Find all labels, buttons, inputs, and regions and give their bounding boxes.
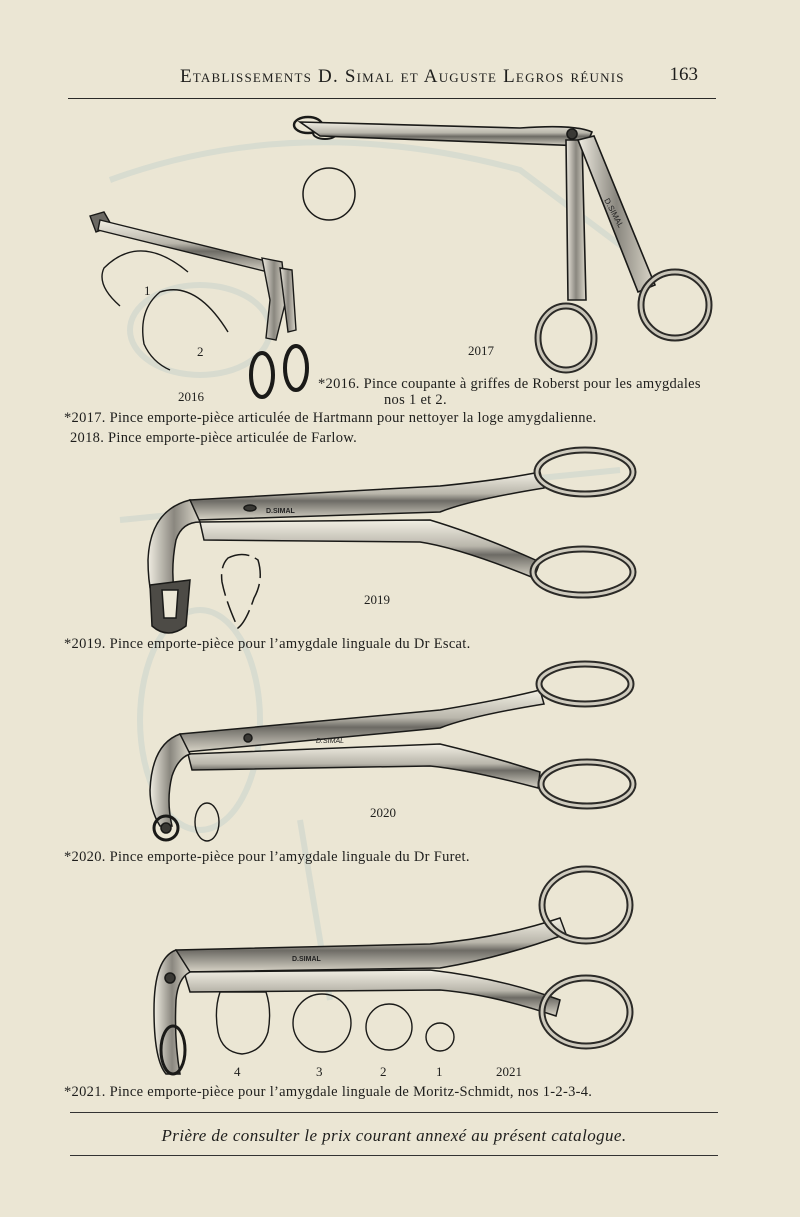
figure-2021-number: 2021 — [496, 1064, 522, 1079]
footer-note: Prière de consulter le prix courant annexé au présent catalogue. — [161, 1126, 627, 1145]
page-number: 163 — [669, 64, 698, 85]
footer-rule-bottom — [70, 1155, 718, 1156]
engraving-2019: D.SIMAL — [266, 508, 295, 515]
cut-section-circle-2017 — [303, 168, 355, 220]
size-label-4: 4 — [234, 1064, 241, 1079]
figure-2016-detail-1: 1 — [144, 283, 151, 298]
caption-2017: *2017. Pince emporte-pièce articulée de Hartmann pour nettoyer la loge amygdalienne. — [64, 410, 597, 426]
caption-2020: *2020. Pince emporte-pièce pour l’amygdale linguale du Dr Furet. — [64, 849, 470, 865]
caption-2016-line1: *2016. Pince coupante à griffes de Roberst pour les amygdales — [318, 376, 701, 392]
cut-sizes-2021 — [216, 992, 454, 1054]
size-label-2: 2 — [380, 1064, 387, 1079]
size-label-3: 3 — [316, 1064, 323, 1079]
figure-2016-number: 2016 — [178, 389, 204, 404]
figure-2019-number: 2019 — [364, 592, 390, 607]
caption-2018: 2018. Pince emporte-pièce articulée de Farlow. — [70, 430, 358, 446]
engraving-2017: D.SIMAL — [602, 196, 626, 230]
caption-2021: *2021. Pince emporte-pièce pour l’amygdale linguale de Moritz-Schmidt, nos 1-2-3-4. — [64, 1084, 593, 1100]
engraving-2021: D.SIMAL — [292, 956, 321, 963]
header-title: Etablissements D. Simal et Auguste Legros réunis — [180, 66, 625, 87]
instrument-2019 — [148, 450, 633, 633]
instrument-2021 — [154, 869, 630, 1074]
figure-2020-number: 2020 — [370, 805, 396, 820]
instrument-2017 — [294, 117, 709, 370]
engraving-2020: D.SIMAL — [316, 738, 345, 745]
instrument-2016 — [90, 212, 307, 397]
caption-2016-line2: nos 1 et 2. — [384, 392, 447, 408]
caption-2019: *2019. Pince emporte-pièce pour l’amygdale linguale du Dr Escat. — [64, 636, 471, 652]
size-label-1: 1 — [436, 1064, 443, 1079]
figure-2017-number: 2017 — [468, 343, 494, 358]
cut-section-2020 — [195, 803, 219, 841]
footer-rule-top — [70, 1112, 718, 1113]
figure-2016-detail-2: 2 — [197, 344, 204, 359]
cut-section-2019 — [222, 554, 261, 628]
